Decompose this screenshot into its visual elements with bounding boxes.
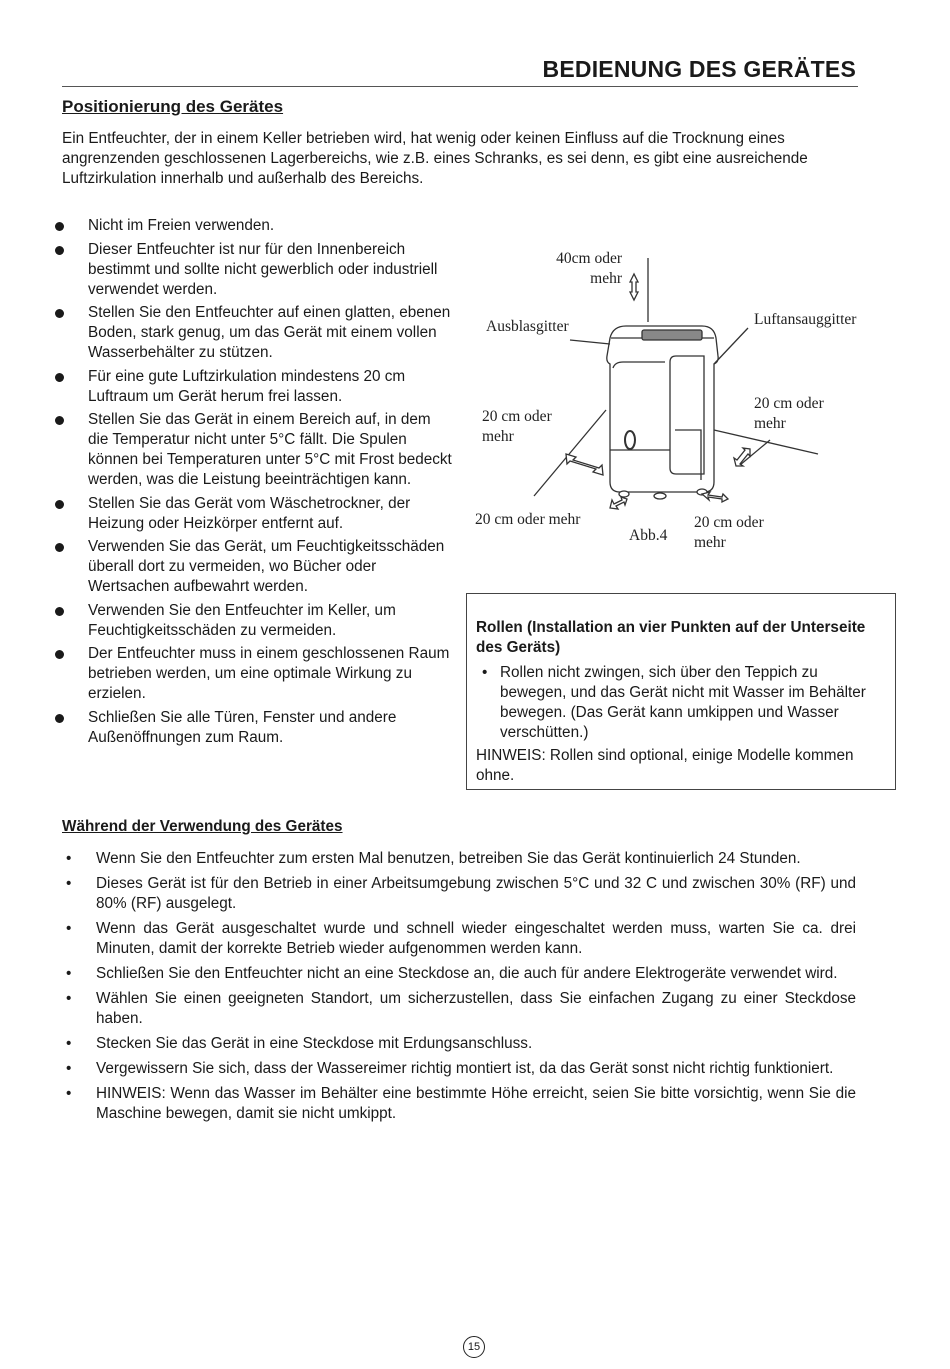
info-box-title: Rollen (Installation an vier Punkten auf der Unterseite des Geräts): [476, 619, 866, 656]
list-item: Nicht im Freien verwenden.: [52, 216, 452, 236]
list-item: • Vergewissern Sie sich, dass der Wassereimer richtig montiert ist, da das Gerät sonst nicht richtig funktioniert.: [62, 1059, 856, 1079]
list-item: • Wählen Sie einen geeigneten Standort, um sicherzustellen, dass Sie einfachen Zugang zu einer Steckdose haben.: [62, 989, 856, 1029]
label-air-outlet: Ausblasgitter: [486, 318, 569, 335]
intro-paragraph: Ein Entfeuchter, der in einem Keller betrieben wird, hat wenig oder keinen Einfluss auf die Trocknung eines angrenzenden geschlossenen Lagerbereichs, wie z.B. eines Schranks, es sei denn, es gibt eine ausreichende Luftzirkulation innerhalb und außerhalb des Bereichs.: [62, 130, 808, 187]
list-item: • Dieses Gerät ist für den Betrieb in einer Arbeitsumgebung zwischen 5°C und 32 C und zwischen 30% (RF) und 80% (RF) ausgelegt.: [62, 874, 856, 914]
list-item: • Stecken Sie das Gerät in eine Steckdose mit Erdungsanschluss.: [62, 1034, 856, 1054]
list-item: Stellen Sie den Entfeuchter auf einen glatten, ebenen Boden, stark genug, um das Gerät mit einem vollen Wasserbehälter zu stützen.: [52, 303, 452, 363]
list-item: • Wenn das Gerät ausgeschaltet wurde und schnell wieder eingeschaltet werden muss, warten Sie ca. drei Minuten, damit der korrekte Betrieb wieder aufgenommen werden kann.: [62, 919, 856, 959]
list-item: • Rollen nicht zwingen, sich über den Teppich zu bewegen, und das Gerät nicht mit Wasser im Behälter bewegen. (Das Gerät kann umkippen und Wasser verschütten.): [476, 663, 887, 743]
usage-bullet-list: [62, 849, 856, 1129]
section-title-positioning: Positionierung des Gerätes: [62, 97, 284, 116]
list-item: Verwenden Sie den Entfeuchter im Keller, um Feuchtigkeitsschäden zu vermeiden.: [52, 601, 452, 641]
label-left-clearance: 20 cm oder mehr: [482, 408, 552, 445]
list-item: Stellen Sie das Gerät in einem Bereich auf, in dem die Temperatur nicht unter 5°C fällt. Die Spulen können bei Temperaturen unter 5°C mit Frost bedeckt werden, was die Leistung beeinträchtigen kann.: [52, 410, 452, 490]
label-top-clearance: 40cm oder mehr: [556, 250, 622, 287]
figure-caption: Abb.4: [629, 527, 668, 544]
info-box-note: HINWEIS: Rollen sind optional, einige Modelle kommen ohne.: [476, 747, 854, 784]
clearance-figure: [470, 240, 900, 570]
section-title-usage: Während der Verwendung des Gerätes: [62, 818, 343, 835]
list-item: Stellen Sie das Gerät vom Wäschetrockner, der Heizung oder Heizkörper entfernt auf.: [52, 494, 452, 534]
page-number: 15: [463, 1336, 485, 1358]
list-item: Verwenden Sie das Gerät, um Feuchtigkeitsschäden überall dort zu vermeiden, wo Bücher oder Wertsachen aufbewahrt werden.: [52, 537, 452, 597]
casters-info-box: [466, 593, 896, 790]
list-item: • HINWEIS: Wenn das Wasser im Behälter eine bestimmte Höhe erreicht, seien Sie bitte vorsichtig, wenn Sie die Maschine bewegen, damit sie nicht umkippt.: [62, 1084, 856, 1124]
list-item: Für eine gute Luftzirkulation mindestens 20 cm Luftraum um Gerät herum frei lassen.: [52, 367, 452, 407]
list-item: Der Entfeuchter muss in einem geschlossenen Raum betrieben werden, um eine optimale Wirkung zu erzielen.: [52, 644, 452, 704]
page-title: BEDIENUNG DES GERÄTES: [542, 56, 856, 82]
label-right-clearance: 20 cm oder mehr: [754, 395, 824, 432]
label-bottom-left-clearance: 20 cm oder mehr: [475, 511, 581, 528]
list-item: • Wenn Sie den Entfeuchter zum ersten Mal benutzen, betreiben Sie das Gerät kontinuierlich 24 Stunden.: [62, 849, 856, 869]
info-box-list: [476, 663, 887, 743]
list-item: Dieser Entfeuchter ist nur für den Innenbereich bestimmt und sollte nicht gewerblich oder industriell verwendet werden.: [52, 240, 452, 300]
list-item: Schließen Sie alle Türen, Fenster und andere Außenöffnungen zum Raum.: [52, 708, 452, 748]
label-air-inlet: Luftansauggitter: [754, 311, 857, 328]
page-header: [62, 52, 858, 87]
label-bottom-right-clearance: 20 cm oder mehr: [694, 514, 764, 551]
list-item: • Schließen Sie den Entfeuchter nicht an eine Steckdose an, die auch für andere Elektrogeräte verwendet wird.: [62, 964, 856, 984]
positioning-bullet-list: [52, 216, 452, 751]
